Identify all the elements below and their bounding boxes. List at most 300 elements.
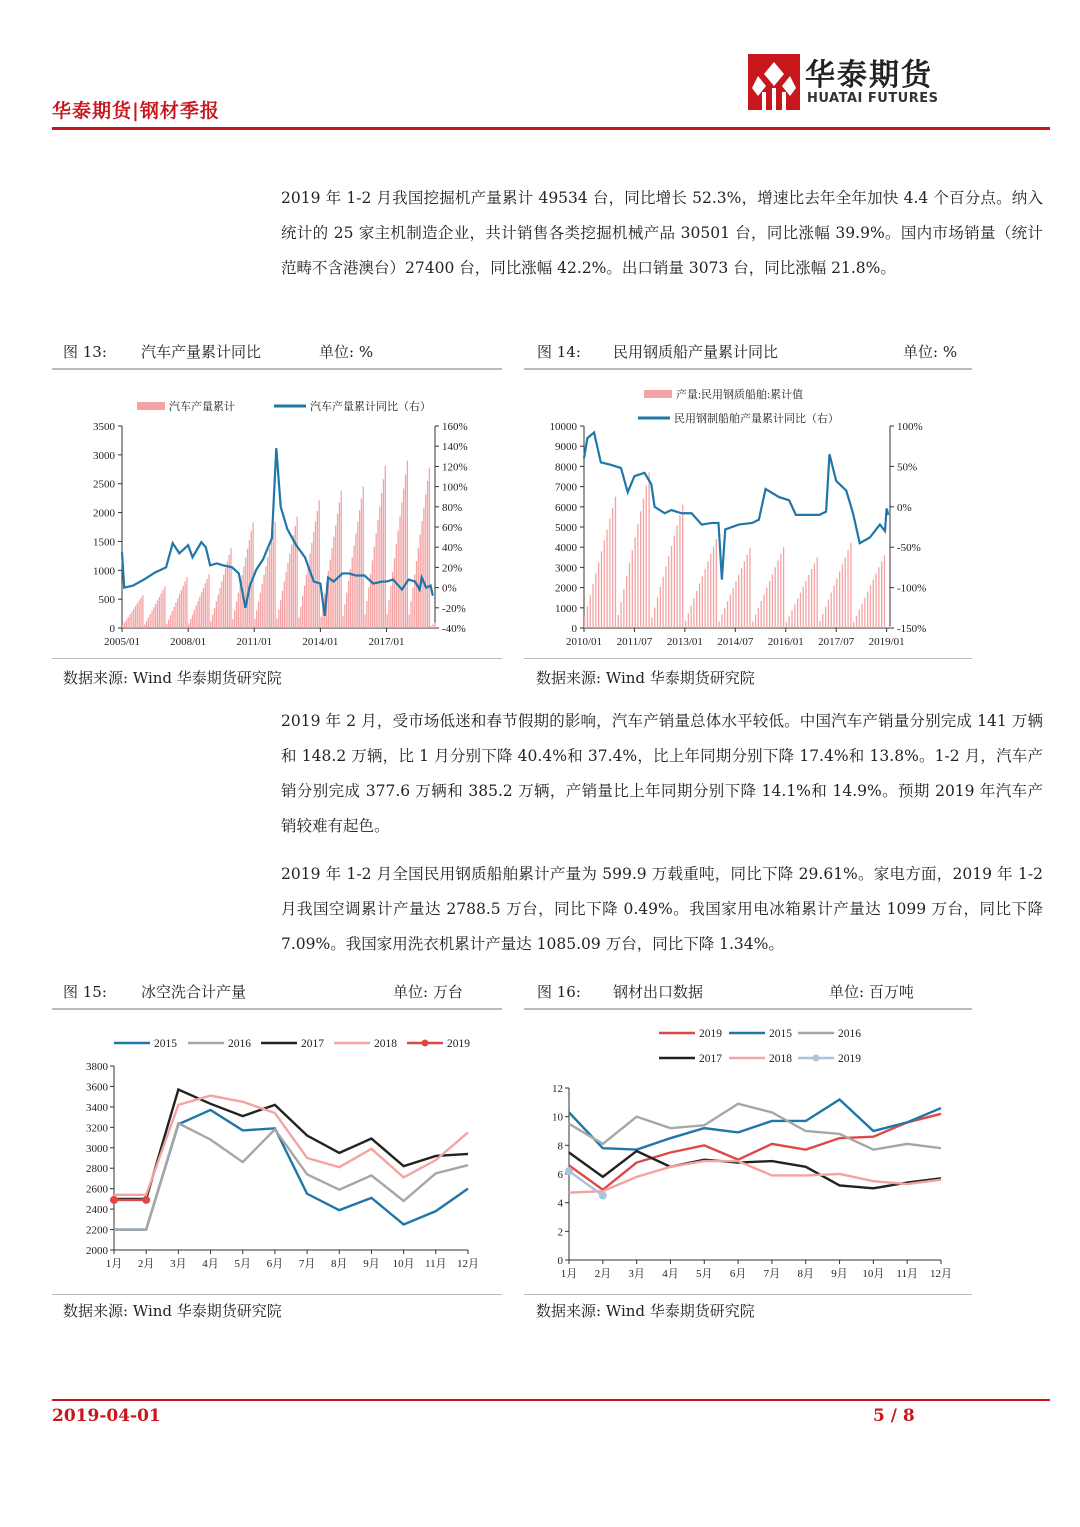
x-tick-label: 11月 xyxy=(425,1258,447,1270)
y-tick-label-right: -100% xyxy=(897,582,927,595)
bar xyxy=(761,601,762,628)
bar xyxy=(157,600,158,628)
bar xyxy=(170,615,171,628)
bar xyxy=(352,557,353,628)
figure-15-title: 冰空洗合计产量 xyxy=(141,983,247,1001)
y-tick-label-left: 7000 xyxy=(555,481,577,494)
y-tick-label-right: 50% xyxy=(897,461,918,474)
bar xyxy=(348,581,349,628)
bar xyxy=(873,580,874,628)
y-tick-label-left: 6000 xyxy=(555,501,577,514)
y-tick-label-right: 20% xyxy=(442,562,463,575)
x-tick-label: 7月 xyxy=(298,1258,316,1270)
bar xyxy=(817,557,818,628)
x-tick-label: 2月 xyxy=(137,1258,155,1270)
bar xyxy=(618,615,619,628)
bar xyxy=(702,576,703,628)
bar xyxy=(273,531,274,628)
bar xyxy=(256,610,257,628)
legend-label: 2015 xyxy=(769,1028,792,1040)
bar xyxy=(401,502,402,628)
y-tick-label-right: -40% xyxy=(442,623,466,635)
bar xyxy=(587,606,588,628)
figure-15-rule xyxy=(52,1008,502,1010)
bar xyxy=(203,588,204,628)
bar xyxy=(355,534,356,628)
bar xyxy=(654,607,655,628)
bar xyxy=(150,614,151,628)
bar xyxy=(412,588,413,628)
bar xyxy=(878,567,879,628)
y-tick-label-left: 5000 xyxy=(555,522,577,534)
y-tick-label-right: 60% xyxy=(442,522,463,534)
bar xyxy=(752,621,753,628)
bar xyxy=(626,576,627,628)
x-tick-label: 2008/01 xyxy=(170,636,207,648)
x-tick-label: 5月 xyxy=(234,1258,251,1270)
legend-label: 2019 xyxy=(699,1028,722,1040)
bar xyxy=(612,508,613,628)
figure-14-bottom-rule xyxy=(524,658,972,659)
bar xyxy=(831,593,832,628)
bar xyxy=(230,548,231,628)
bar xyxy=(377,520,378,628)
bar xyxy=(164,586,165,628)
bar xyxy=(842,564,843,628)
y-tick-label-right: 160% xyxy=(442,421,468,433)
figure-14-source: 数据来源: Wind 华泰期货研究院 xyxy=(536,669,755,687)
x-tick-label: 2011/07 xyxy=(616,636,653,648)
y-tick-label-left: 2000 xyxy=(555,582,577,595)
bar xyxy=(676,525,677,628)
x-tick-label: 3月 xyxy=(170,1258,187,1270)
bar xyxy=(634,537,635,628)
bar xyxy=(306,575,307,628)
bar xyxy=(396,544,397,628)
bar xyxy=(177,598,178,628)
y-tick-label-left: 8000 xyxy=(555,461,577,474)
bar xyxy=(308,564,309,628)
y-tick-label-left: 9000 xyxy=(555,441,577,454)
x-tick-label: 12月 xyxy=(457,1258,479,1270)
bar xyxy=(808,575,809,628)
bar xyxy=(853,622,854,628)
bar xyxy=(390,586,391,628)
x-tick-label: 4月 xyxy=(202,1258,219,1270)
bar xyxy=(201,592,202,628)
legend-swatch-bar xyxy=(644,390,672,398)
bar xyxy=(763,594,764,628)
legend-label: 2018 xyxy=(769,1053,792,1065)
bar xyxy=(657,597,658,628)
y-tick-label: 2400 xyxy=(86,1204,108,1217)
figure-14-number: 图 14: xyxy=(537,343,581,361)
bar xyxy=(183,586,184,628)
bar xyxy=(148,618,149,628)
figure-16-source: 数据来源: Wind 华泰期货研究院 xyxy=(536,1302,755,1320)
legend-label: 2017 xyxy=(301,1038,324,1050)
bar xyxy=(741,568,742,628)
x-tick-label: 1月 xyxy=(560,1268,578,1280)
bar xyxy=(733,588,734,628)
legend-swatch-bar xyxy=(137,402,165,410)
y-tick-label: 3400 xyxy=(86,1101,108,1114)
bar xyxy=(598,562,599,628)
bar xyxy=(609,519,610,628)
bar xyxy=(162,590,163,628)
bar xyxy=(137,603,138,628)
x-tick-label: 6月 xyxy=(729,1268,747,1280)
x-tick-label: 8月 xyxy=(797,1268,814,1280)
bar xyxy=(786,622,787,628)
bar xyxy=(749,548,750,628)
bar xyxy=(595,573,596,628)
figure-14-unit: 单位: % xyxy=(903,343,958,361)
figure-14-rule xyxy=(524,368,972,370)
bar xyxy=(772,574,773,628)
bar xyxy=(285,572,286,628)
bar xyxy=(693,598,694,628)
y-tick-label: 3200 xyxy=(86,1122,108,1135)
bar xyxy=(168,620,169,628)
bar xyxy=(738,575,739,628)
bar xyxy=(124,623,125,628)
bar xyxy=(747,555,748,628)
company-logo xyxy=(748,54,978,114)
bar xyxy=(197,601,198,628)
bar xyxy=(142,595,143,628)
y-tick-label-left: 4000 xyxy=(555,542,577,555)
bar xyxy=(320,617,321,628)
y-tick-label-left: 10000 xyxy=(549,421,577,433)
figure-14-caption xyxy=(537,340,973,364)
bar xyxy=(218,595,219,628)
bar xyxy=(766,588,767,628)
legend-label: 2019 xyxy=(838,1053,861,1065)
bar xyxy=(643,498,644,628)
bar xyxy=(648,472,649,628)
bar xyxy=(210,621,211,628)
bar xyxy=(195,606,196,628)
bar xyxy=(238,593,239,628)
figure-16-caption xyxy=(537,980,973,1004)
figure-13-unit: 单位: % xyxy=(319,343,374,361)
x-tick-label: 2016/01 xyxy=(767,636,804,648)
bar xyxy=(258,601,259,628)
bar xyxy=(375,533,376,628)
bar xyxy=(129,614,130,628)
bar xyxy=(836,579,837,628)
bar xyxy=(298,617,299,628)
legend-label: 产量:民用钢质船舶:累计值 xyxy=(676,389,804,401)
x-tick-label: 2014/01 xyxy=(302,636,339,648)
bar xyxy=(679,515,680,628)
bar xyxy=(300,607,301,628)
bar xyxy=(819,621,820,628)
bar xyxy=(304,585,305,628)
bar xyxy=(374,547,375,628)
bar xyxy=(629,563,630,628)
y-tick-label-left: 0 xyxy=(571,623,577,635)
bar xyxy=(269,548,270,628)
bar xyxy=(637,524,638,628)
bar xyxy=(364,614,365,628)
bar xyxy=(797,599,798,628)
bar xyxy=(707,561,708,628)
y-tick-label: 2800 xyxy=(86,1163,108,1176)
legend-label: 2017 xyxy=(699,1053,722,1065)
bar xyxy=(353,546,354,628)
x-tick-label: 10月 xyxy=(392,1258,415,1270)
bar xyxy=(128,617,129,628)
bar xyxy=(660,587,661,628)
bar xyxy=(282,591,283,628)
bar xyxy=(341,491,342,628)
bar xyxy=(623,589,624,628)
footer-divider xyxy=(52,1399,1050,1401)
y-tick-label: 6 xyxy=(557,1169,563,1181)
legend-label: 汽车产量累计 xyxy=(169,401,235,413)
y-tick-label-left: 1000 xyxy=(555,602,577,615)
legend-label: 2019 xyxy=(447,1038,470,1050)
figure-15-bottom-rule xyxy=(52,1294,502,1295)
bar xyxy=(861,604,862,628)
bar xyxy=(783,547,784,628)
bar xyxy=(297,517,298,628)
bar xyxy=(791,610,792,628)
bar xyxy=(317,511,318,628)
bar xyxy=(800,593,801,628)
figure-16-bottom-rule xyxy=(524,1294,972,1295)
bar xyxy=(254,619,255,628)
data-point xyxy=(599,1192,607,1200)
y-tick-label: 0 xyxy=(557,1255,563,1267)
y-tick-label: 3000 xyxy=(86,1142,108,1155)
bar xyxy=(335,525,336,628)
y-tick-label: 2 xyxy=(557,1226,563,1239)
bar xyxy=(399,516,400,628)
bar xyxy=(606,530,607,628)
bar xyxy=(131,612,132,628)
x-tick-label: 2005/01 xyxy=(103,636,141,648)
bar xyxy=(674,536,675,628)
y-tick-label: 2000 xyxy=(86,1245,108,1257)
logo-chinese-name: 华泰期货 xyxy=(805,58,933,93)
bar xyxy=(423,508,424,628)
bar xyxy=(291,544,292,628)
bar xyxy=(403,489,404,628)
bar xyxy=(311,543,312,628)
bar xyxy=(146,621,147,628)
bar xyxy=(690,606,691,628)
bar xyxy=(839,571,840,628)
y-tick-label-right: 0% xyxy=(442,582,457,595)
bar xyxy=(159,597,160,628)
bar xyxy=(212,615,213,628)
bar xyxy=(847,550,848,628)
bar xyxy=(280,600,281,628)
bar xyxy=(755,615,756,628)
bar xyxy=(139,601,140,628)
bar xyxy=(870,586,871,628)
bar xyxy=(151,611,152,628)
x-tick-label: 12月 xyxy=(930,1268,952,1280)
bar xyxy=(346,593,347,628)
bar xyxy=(337,514,338,628)
bar xyxy=(236,602,237,628)
bar xyxy=(302,596,303,628)
figure-13-number: 图 13: xyxy=(63,343,107,361)
bar xyxy=(719,621,720,628)
figure-13-source: 数据来源: Wind 华泰期货研究院 xyxy=(63,669,282,687)
legend-label: 2016 xyxy=(838,1028,861,1040)
logo-mark-icon xyxy=(748,54,800,110)
bar xyxy=(416,561,417,628)
y-tick-label-left: 1500 xyxy=(93,536,115,549)
bar xyxy=(240,584,241,628)
bar xyxy=(227,562,228,628)
bar xyxy=(803,587,804,628)
bar xyxy=(735,581,736,628)
bar xyxy=(394,558,395,628)
bar xyxy=(350,569,351,628)
figure-16-unit: 单位: 百万吨 xyxy=(829,983,914,1001)
header-divider xyxy=(52,127,1050,130)
bar xyxy=(161,593,162,628)
bar xyxy=(387,614,388,628)
x-tick-label: 9月 xyxy=(831,1268,848,1280)
bar xyxy=(884,555,885,628)
series-line-2017 xyxy=(114,1090,468,1199)
y-tick-label: 8 xyxy=(557,1140,563,1153)
bar xyxy=(432,624,433,628)
bar xyxy=(363,487,364,628)
figure-14-title: 民用钢质船产量累计同比 xyxy=(613,343,779,361)
bar xyxy=(887,627,888,628)
bar xyxy=(646,485,647,628)
bar xyxy=(342,616,343,628)
bar xyxy=(716,539,717,628)
bar xyxy=(225,568,226,628)
legend-label: 2018 xyxy=(374,1038,397,1050)
bar xyxy=(330,560,331,628)
bar xyxy=(265,566,266,628)
y-tick-label-right: -150% xyxy=(897,623,927,635)
bar xyxy=(584,617,585,628)
y-tick-label-right: 140% xyxy=(442,441,468,454)
bar xyxy=(208,574,209,628)
figure-13-caption xyxy=(63,340,501,364)
y-tick-label-right: -20% xyxy=(442,602,466,615)
bar xyxy=(140,598,141,628)
bar xyxy=(206,579,207,628)
bar xyxy=(344,604,345,628)
bar xyxy=(205,583,206,628)
bar xyxy=(219,588,220,628)
bar xyxy=(710,554,711,628)
bar xyxy=(372,560,373,628)
bar xyxy=(331,548,332,628)
bar xyxy=(875,573,876,628)
bar xyxy=(789,616,790,628)
bar xyxy=(173,607,174,628)
bar xyxy=(425,494,426,628)
paragraph-auto: 2019 年 2 月，受市场低迷和春节假期的影响，汽车产销量总体水平较低。中国汽车产销量分别完成 141 万辆和 148.2 万辆，比 1 月分别下降 40.4%和 37.4%，比上年同期分别下降 17.4%和 13.8%。1-2 月，汽车产销分别完成 377.6 万辆和 385.2 万辆，产销量比上年同期分别下降 14.1%和 14.9%。预期 2019 年汽车产销较难有起色。 xyxy=(281,712,1043,835)
bar xyxy=(278,609,279,628)
paragraph-excavator: 2019 年 1-2 月我国挖掘机产量累计 49534 台，同比增长 52.3%，增速比去年全年加快 4.4 个百分点。纳入统计的 25 家主机制造企业，共计销售各类挖掘机械产品 30501 台，同比涨幅 39.9%。国内市场销量（统计范畴不含港澳台）27400 台，同比涨幅 42.2%。出口销量 3073 台，同比涨幅 21.8%。 xyxy=(281,189,1043,277)
bar xyxy=(864,598,865,628)
bar xyxy=(856,616,857,628)
bar xyxy=(668,556,669,628)
bar xyxy=(615,497,616,628)
bar xyxy=(398,530,399,628)
x-tick-label: 2014/07 xyxy=(717,636,754,648)
figure-16-title: 钢材出口数据 xyxy=(613,983,704,1001)
bar xyxy=(383,479,384,628)
bar xyxy=(172,611,173,628)
bar xyxy=(409,615,410,628)
x-tick-label: 2017/01 xyxy=(368,636,405,648)
y-tick-label-right: 80% xyxy=(442,501,463,514)
y-tick-label-left: 3000 xyxy=(93,449,115,462)
bar xyxy=(287,563,288,628)
x-tick-label: 3月 xyxy=(628,1268,645,1280)
bar xyxy=(620,602,621,628)
figure-13-rule xyxy=(52,368,502,370)
bar xyxy=(828,600,829,628)
figure-15-caption xyxy=(63,980,501,1004)
bar xyxy=(276,619,277,628)
x-tick-label: 10月 xyxy=(862,1268,885,1280)
y-tick-label: 4 xyxy=(557,1197,563,1210)
bar xyxy=(833,586,834,628)
figure-16-number: 图 16: xyxy=(537,983,581,1001)
bar xyxy=(133,609,134,628)
bar xyxy=(135,606,136,628)
bar xyxy=(724,608,725,628)
bar xyxy=(429,468,430,628)
x-tick-label: 5月 xyxy=(696,1268,713,1280)
bar xyxy=(590,595,591,628)
y-tick-label: 3600 xyxy=(86,1081,108,1094)
bar xyxy=(216,601,217,628)
bar xyxy=(845,557,846,628)
bar xyxy=(232,619,233,628)
bar xyxy=(166,624,167,628)
y-tick-label-right: 0% xyxy=(897,501,912,514)
bar xyxy=(315,522,316,628)
bar xyxy=(260,593,261,628)
bar xyxy=(190,619,191,628)
bar xyxy=(794,604,795,628)
footer-date: 2019-04-01 xyxy=(52,1406,161,1426)
bar xyxy=(309,554,310,628)
legend-label: 2015 xyxy=(154,1038,177,1050)
legend-label: 民用钢制船舶产量累计同比（右） xyxy=(674,413,839,425)
series-line-yoy xyxy=(122,448,433,616)
bar xyxy=(431,626,432,628)
figure-15-number: 图 15: xyxy=(63,983,107,1001)
bar xyxy=(632,550,633,628)
paragraph-ship-appliance: 2019 年 1-2 月全国民用钢质船舶累计产量为 599.9 万载重吨，同比下降 29.61%。家电方面，2019 年 1-2 月我国空调累计产量达 2788.5 万台，同比下降 0.49%。我国家用电冰箱累计产量达 1099 万台，同比下降 7.09%。我国家用洗衣机累计产量达 1085.09 万台，同比下降 1.34%。 xyxy=(281,865,1043,953)
bar xyxy=(184,581,185,628)
bar xyxy=(359,510,360,628)
bar xyxy=(293,535,294,628)
x-tick-label: 11月 xyxy=(896,1268,918,1280)
bar xyxy=(604,540,605,628)
data-point xyxy=(565,1167,573,1175)
bar xyxy=(601,551,602,628)
